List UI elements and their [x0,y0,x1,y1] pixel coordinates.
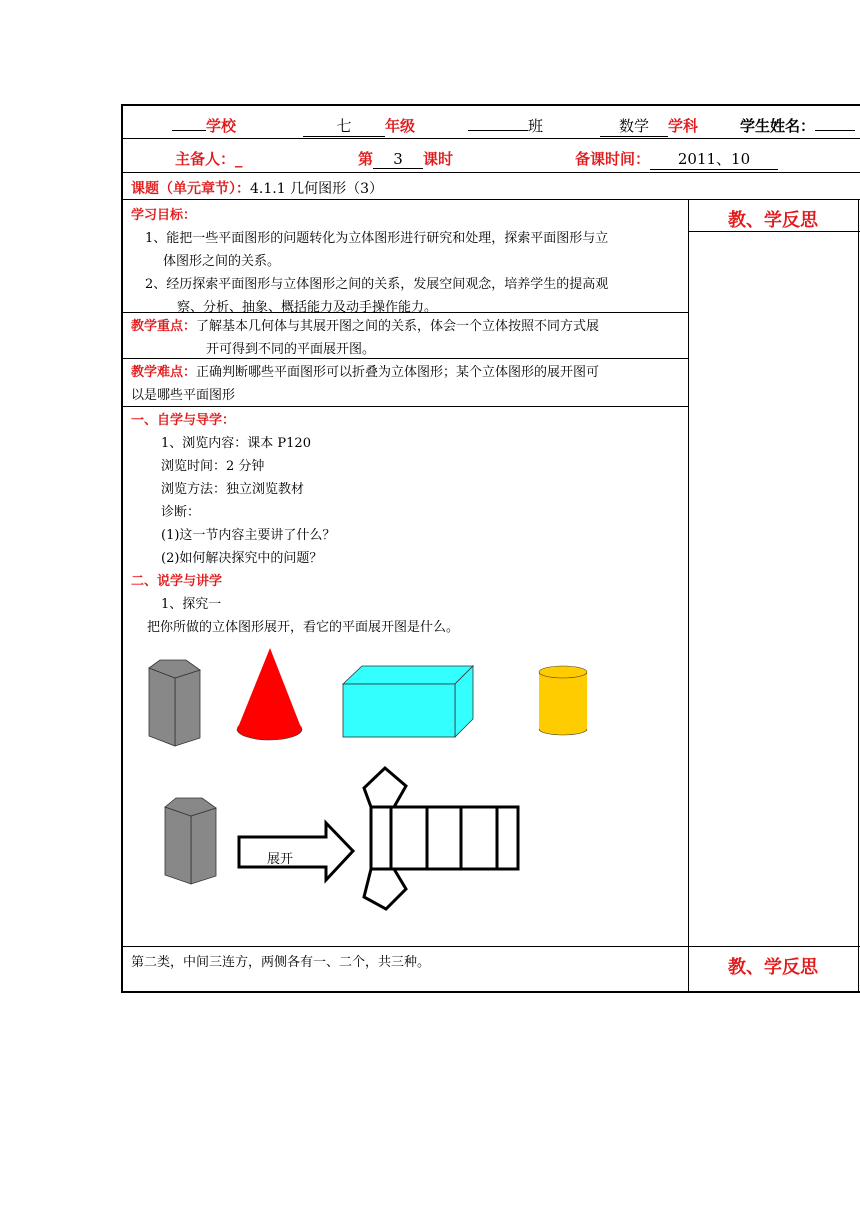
question-1: (1)这一节内容主要讲了什么？ [161,528,336,543]
table-top-border [121,104,860,106]
prism-net [364,768,518,909]
row-divider [121,138,860,139]
prep-time-value[interactable]: 2011、10 [650,148,778,170]
row-divider [121,946,860,947]
cuboid-figure [343,666,473,737]
prep-time-label: 备课时间： [575,150,651,168]
lesson-suffix: 课时 [423,150,454,168]
net-top-pentagon [364,768,406,807]
objectives-label: 学习目标： [131,208,197,223]
header-row-1 [172,115,236,136]
grade-field [303,115,415,137]
cylinder-body [539,672,587,735]
grade-label: 年级 [385,117,416,135]
objective-2-line-2: 察、分析、抽象、概括能力及动手操作能力。 [177,300,438,315]
subject-label: 学科 [668,117,699,135]
pentagonal-prism-small [165,798,216,884]
unfold-arrow-label: 展开 [267,852,294,867]
lesson-number[interactable]: 3 [373,150,423,169]
grade-value[interactable]: 七 [303,115,385,137]
difficulty-line-1: 正确判断哪些平面图形可以折叠为立体图形；某个立体图形的展开图可 [196,365,600,380]
question-2: (2)如何解决探究中的问题？ [161,551,323,566]
student-name-label: 学生姓名： [740,117,816,135]
reflection-title-2: 教、学反思 [728,957,818,978]
difficulty-line-2: 以是哪些平面图形 [131,388,236,403]
reflection-title: 教、学反思 [728,210,818,231]
class-field [468,115,543,136]
net-bottom-pentagon [364,869,406,909]
cone-figure [237,648,302,740]
objectives-block [131,204,687,319]
table-left-border [121,104,123,993]
column-divider [688,199,689,991]
browse-content: 1、浏览内容：课本 P120 [161,436,311,451]
subject-value[interactable]: 数学 [600,115,668,137]
prism-left-face [149,668,175,746]
key-points-line-2: 开可得到不同的平面展开图。 [206,342,376,357]
student-name-blank[interactable] [815,130,855,131]
cuboid-top [343,666,473,684]
figures-area [130,640,685,940]
topic-row [131,178,383,198]
cone-body [237,648,302,730]
table-bottom-border [121,991,860,993]
class-blank[interactable] [468,130,528,131]
difficulty-label: 教学难点： [131,365,197,380]
prism-small-right-face [191,808,216,884]
pentagonal-prism-figure [149,660,200,746]
explore-instruction: 把你所做的立体图形展开，看它的平面展开图是什么。 [147,620,460,635]
lesson-field [358,148,453,169]
objective-2-line-1: 2、经历探索平面图形与立体图形之间的关系，发展空间观念，培养学生的提高观 [145,277,609,292]
objective-1-line-1: 1、能把一些平面图形的问题转化为立体图形进行研究和处理，探索平面图形与立 [145,231,609,246]
section-1-title: 一、自学与导学： [131,413,236,428]
topic-value: 4.1.1 几何图形（3） [250,181,383,197]
unfold-arrow [239,823,353,880]
browse-time: 浏览时间：2 分钟 [161,459,265,474]
explore-1: 1、探究一 [161,597,222,612]
topic-label: 课题（单元章节）： [131,181,250,197]
prism-small-left-face [165,807,191,884]
difficulty-block [131,361,687,407]
prism-right-face [175,670,200,746]
section-2-title: 二、说学与讲学 [131,574,223,589]
second-type-text: 第二类，中间三连方，两侧各有一、二个，共三种。 [131,955,431,970]
row-divider [121,172,860,173]
cylinder-figure [539,666,587,735]
lesson-prefix: 第 [358,150,374,168]
prep-time-field [575,148,778,170]
browse-method: 浏览方法：独立浏览教材 [161,482,305,497]
student-name-field [740,115,855,136]
section-1 [131,409,687,639]
class-label: 班 [528,117,544,135]
key-points-block [131,315,687,361]
table-right-edge [858,199,859,991]
key-points-label: 教学重点： [131,319,197,334]
school-label: 学校 [206,117,237,135]
objective-1-line-2: 体图形之间的关系。 [163,254,281,269]
key-points-line-1: 了解基本几何体与其展开图之间的关系，体会一个立体按照不同方式展 [196,319,600,334]
cylinder-top [539,666,587,678]
school-blank[interactable] [172,130,206,131]
preparer-label: 主备人：_ [175,150,243,168]
subject-field [600,115,698,137]
cuboid-front [343,684,455,737]
row-divider [121,199,860,200]
diagnosis-label: 诊断： [161,505,201,520]
